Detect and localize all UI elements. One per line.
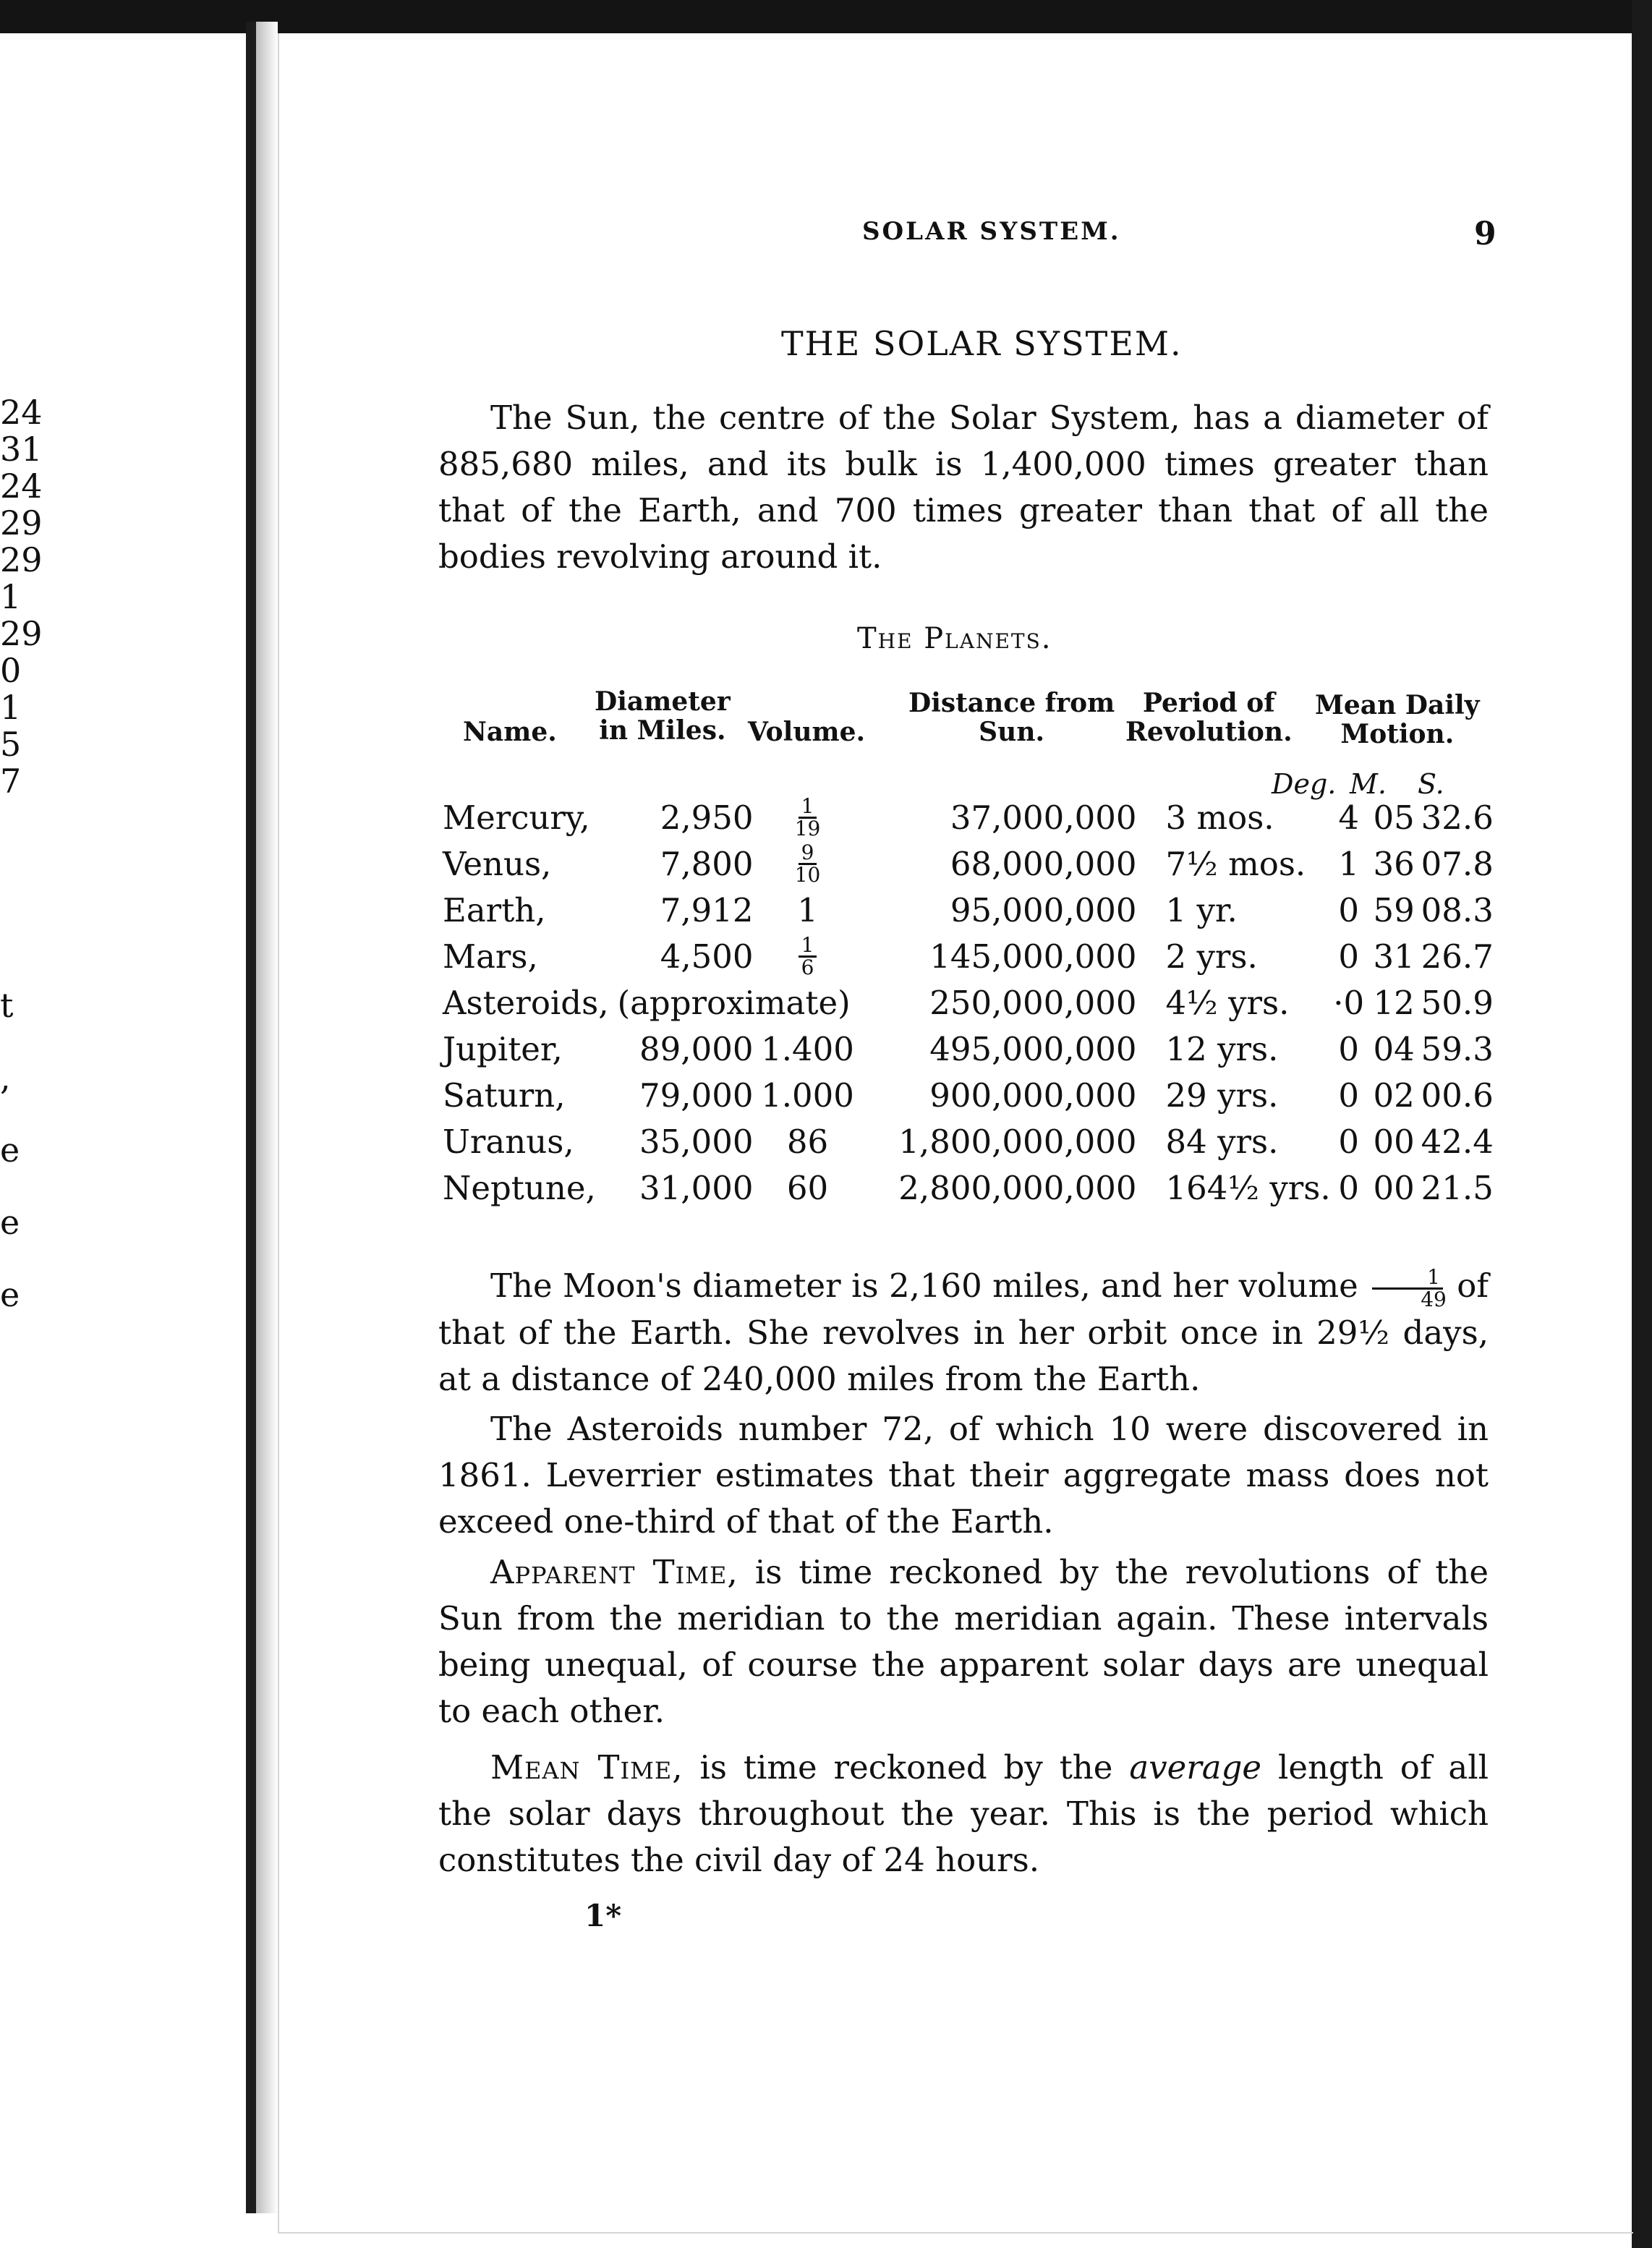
table-row (443, 840, 1494, 887)
planet-diameter: 2,950 (660, 798, 754, 837)
table-row (443, 1072, 1494, 1118)
planet-volume: 1.000 (761, 1076, 854, 1115)
planet-approximate-note: (approximate) (617, 983, 851, 1022)
volume-fraction (799, 935, 817, 978)
table-row (443, 979, 1494, 1026)
planet-volume (761, 794, 855, 840)
header-period-l1: Period of (1142, 688, 1275, 718)
motion-deg: ·0 (1333, 983, 1365, 1022)
motion-deg: 0 (1338, 937, 1359, 976)
planet-distance: 250,000,000 (929, 983, 1137, 1022)
planet-period: 12 yrs. (1165, 1029, 1279, 1068)
moon-text-after: of that of the Earth. She revolves in her orbit once in 29½ days, at a distance of 240,000 miles from the Earth. (438, 1266, 1489, 1398)
margin-mark: e (0, 1275, 20, 1314)
margin-number: 0 (0, 651, 22, 690)
motion-min: 36 (1373, 844, 1415, 883)
moon-volume-fraction (1368, 1267, 1447, 1310)
planet-period: 2 yrs. (1165, 937, 1258, 976)
header-motion-l1: Mean Daily (1315, 690, 1480, 720)
moon-text (438, 1263, 1489, 1402)
planet-volume: 1 (797, 890, 818, 929)
margin-mark: t (0, 986, 14, 1025)
planet-diameter: 7,912 (660, 890, 754, 929)
planet-name: Uranus, (443, 1122, 574, 1161)
margin-number: 29 (0, 540, 43, 579)
header-diameter (595, 687, 731, 745)
planet-period: 4½ yrs. (1165, 983, 1290, 1022)
planet-volume: 86 (786, 1122, 829, 1161)
planet-distance: 145,000,000 (929, 937, 1137, 976)
header-distance-l2: Sun. (979, 717, 1045, 747)
facing-page-marks (0, 984, 20, 1345)
margin-number: 1 (0, 688, 22, 727)
margin-number: 5 (0, 725, 22, 764)
planet-diameter: 4,500 (660, 937, 754, 976)
motion-deg: 0 (1338, 1168, 1359, 1207)
motion-min: 59 (1373, 890, 1415, 929)
header-volume: Volume. (748, 717, 866, 747)
header-motion (1315, 691, 1480, 749)
planet-diameter: 31,000 (639, 1168, 754, 1207)
moon-text-before: The Moon's diameter is 2,160 miles, and her volume (490, 1266, 1358, 1305)
fraction-denominator: 6 (801, 955, 814, 979)
fraction-numerator: 1 (799, 796, 817, 819)
planet-volume (761, 933, 855, 979)
signature-mark: 1* (584, 1898, 622, 1933)
table-row (443, 933, 1494, 979)
running-head: SOLAR SYSTEM. (862, 217, 1121, 246)
header-motion-l2: Motion. (1340, 719, 1455, 749)
motion-min: 00 (1373, 1168, 1415, 1207)
motion-min: 02 (1373, 1076, 1415, 1115)
planet-distance: 2,800,000,000 (898, 1168, 1137, 1207)
apparent-time-paragraph (438, 1549, 1489, 1734)
motion-deg: 0 (1338, 890, 1359, 929)
motion-min: 04 (1373, 1029, 1415, 1068)
fraction-numerator: 9 (799, 843, 817, 865)
planet-period: 1 yr. (1165, 890, 1238, 929)
header-distance (908, 689, 1115, 746)
table-row (443, 1026, 1494, 1072)
planet-name: Asteroids, (443, 983, 609, 1022)
planets-table (443, 794, 1494, 1211)
book-spine (246, 22, 256, 2213)
motion-sec: 50.9 (1421, 983, 1494, 1022)
planet-period: 7½ mos. (1165, 844, 1306, 883)
motion-deg: 0 (1338, 1029, 1359, 1068)
moon-paragraph (438, 1263, 1489, 1402)
planet-name: Neptune, (443, 1168, 596, 1207)
apparent-time-text (438, 1549, 1489, 1734)
header-distance-l1: Distance from (908, 688, 1115, 718)
motion-deg: 1 (1338, 844, 1359, 883)
motion-sec: 00.6 (1421, 1076, 1494, 1115)
planet-distance: 900,000,000 (929, 1076, 1137, 1115)
asteroids-paragraph (438, 1406, 1489, 1545)
planet-period: 164½ yrs. (1165, 1168, 1331, 1207)
intro-text: The Sun, the centre of the Solar System, has a diameter of 885,680 miles, and its bulk is 1,400,000 times greater than that of the Earth, and 700 times greater than that of all the bodies revolving around it. (438, 399, 1489, 576)
page-number: 9 (1474, 216, 1496, 252)
motion-deg: 0 (1338, 1076, 1359, 1115)
motion-sec: 21.5 (1421, 1168, 1494, 1207)
volume-fraction (794, 840, 821, 887)
planet-name: Venus, (443, 844, 552, 883)
mean-time-definition-a: is time reckoned by the (699, 1748, 1113, 1787)
planet-diameter: 89,000 (639, 1029, 754, 1068)
spine-shadow (256, 22, 278, 2213)
header-diameter-l2: in Miles. (599, 715, 726, 746)
motion-sec: 59.3 (1421, 1029, 1494, 1068)
mean-time-emphasis: average (1129, 1748, 1262, 1787)
header-diameter-l1: Diameter (595, 686, 731, 717)
scan-right-border (1632, 0, 1652, 2248)
header-period-l2: Revolution. (1125, 717, 1293, 747)
planet-distance: 1,800,000,000 (898, 1122, 1137, 1161)
unit-deg: Deg. (1272, 768, 1337, 800)
planet-volume: 60 (786, 1168, 829, 1207)
planet-distance: 68,000,000 (950, 844, 1137, 883)
planet-period: 84 yrs. (1165, 1122, 1279, 1161)
planet-distance: 495,000,000 (929, 1029, 1137, 1068)
mean-time-term: Mean Time, (490, 1748, 684, 1787)
unit-min: M. (1350, 768, 1387, 800)
motion-deg: 0 (1338, 1122, 1359, 1161)
planet-name: Saturn, (443, 1076, 566, 1115)
planet-name: Mars, (443, 937, 538, 976)
planet-name: Earth, (443, 890, 546, 929)
motion-min: 05 (1373, 798, 1415, 837)
margin-number: 7 (0, 762, 22, 801)
apparent-time-definition: is time reckoned by the revolutions of the Sun from the meridian to the meridian again. These intervals being unequal, of course the apparent solar days are unequal to each other. (438, 1553, 1489, 1730)
motion-min: 31 (1373, 937, 1415, 976)
planet-diameter: 79,000 (639, 1076, 754, 1115)
margin-mark: e (0, 1131, 20, 1170)
margin-number: 29 (0, 614, 43, 653)
margin-number: 31 (0, 430, 43, 469)
fraction-denominator: 49 (1421, 1287, 1447, 1311)
planet-volume (761, 840, 855, 887)
margin-number: 29 (0, 503, 43, 542)
margin-number: 1 (0, 577, 22, 616)
planet-name: Mercury, (443, 798, 590, 837)
fraction-denominator: 10 (794, 863, 821, 887)
planet-volume: 1.400 (761, 1029, 854, 1068)
table-row (443, 887, 1494, 933)
asteroids-text: The Asteroids number 72, of which 10 were discovered in 1861. Leverrier estimates that their aggregate mass does not exceed one-third of that of the Earth. (438, 1410, 1489, 1541)
mean-time-definition-b: length of all the solar days throughout the year. This is the period which constitutes the civil day of 24 hours. (438, 1748, 1489, 1879)
planet-period: 3 mos. (1165, 798, 1274, 837)
apparent-time-term: Apparent Time, (490, 1553, 738, 1591)
volume-fraction (795, 796, 821, 839)
motion-sec: 42.4 (1421, 1122, 1494, 1161)
planet-distance: 95,000,000 (950, 890, 1137, 929)
mean-time-text (438, 1745, 1489, 1883)
unit-sec: S. (1418, 768, 1444, 800)
planet-diameter: 7,800 (660, 844, 754, 883)
table-row (443, 1165, 1494, 1211)
margin-number: 24 (0, 467, 43, 506)
fraction-numerator: 1 (799, 935, 817, 958)
motion-sec: 08.3 (1421, 890, 1494, 929)
margin-number: 24 (0, 393, 43, 432)
motion-sec: 26.7 (1421, 937, 1494, 976)
header-name: Name. (463, 717, 557, 747)
motion-sec: 07.8 (1421, 844, 1494, 883)
fraction-denominator: 19 (794, 817, 821, 840)
page-title: THE SOLAR SYSTEM. (781, 324, 1183, 363)
margin-mark: e (0, 1203, 20, 1242)
motion-min: 12 (1373, 983, 1415, 1022)
table-caption: The Planets. (857, 622, 1052, 655)
table-row (443, 1118, 1494, 1165)
planet-name: Jupiter, (443, 1029, 563, 1068)
fraction-numerator: 1 (1372, 1267, 1443, 1290)
table-row (443, 794, 1494, 840)
planet-diameter: 35,000 (639, 1122, 754, 1161)
motion-deg: 4 (1338, 798, 1359, 837)
facing-page-numbers (0, 394, 43, 800)
intro-paragraph (438, 395, 1489, 580)
motion-sec: 32.6 (1421, 798, 1494, 837)
planet-period: 29 yrs. (1165, 1076, 1279, 1115)
mean-time-paragraph (438, 1745, 1489, 1883)
planet-distance: 37,000,000 (950, 798, 1137, 837)
motion-min: 00 (1373, 1122, 1415, 1161)
header-period (1125, 689, 1293, 746)
margin-mark: , (0, 1058, 11, 1097)
